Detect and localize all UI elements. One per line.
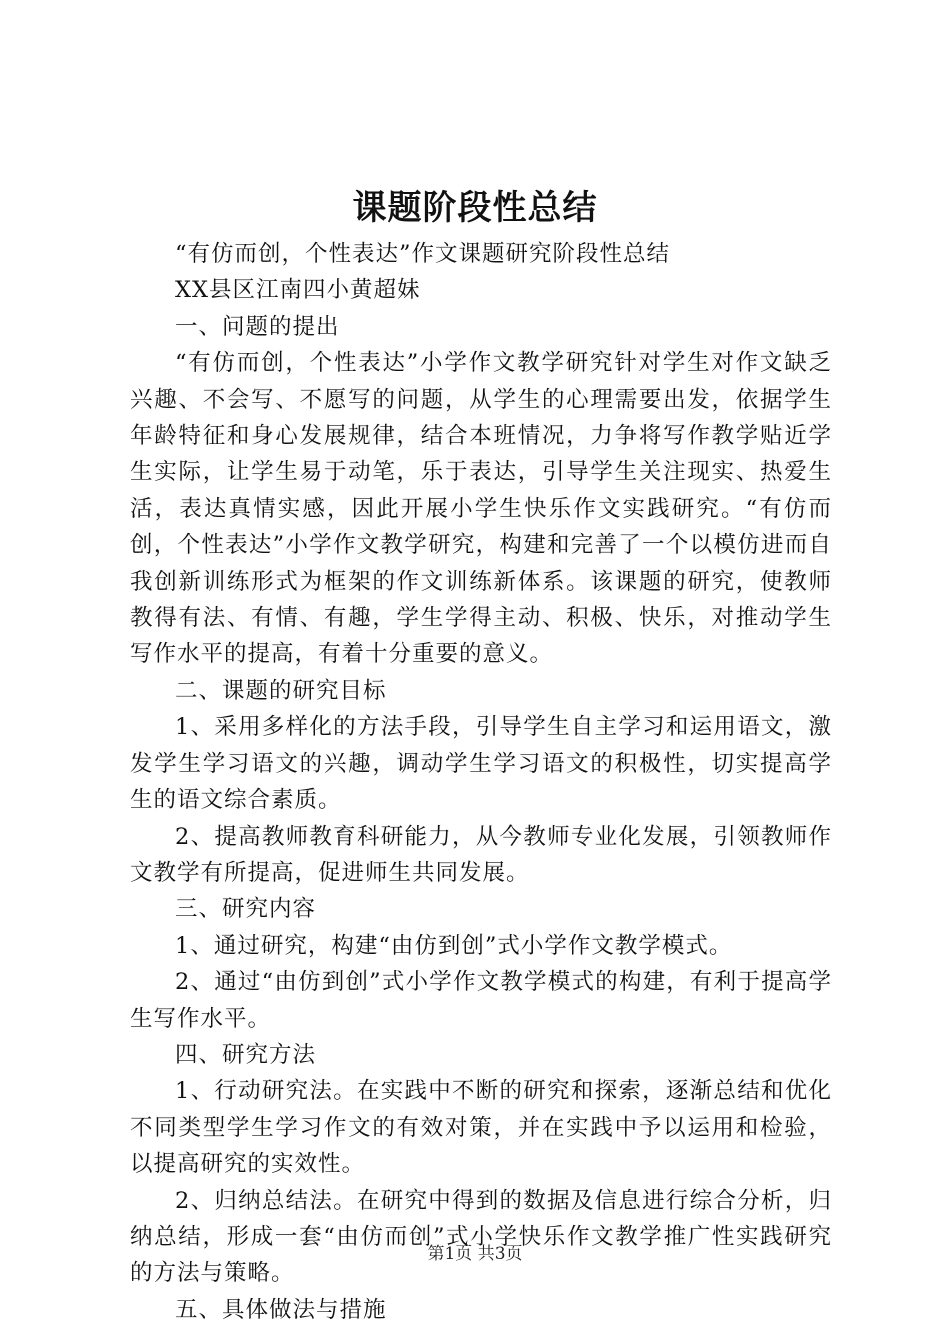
section-heading-2: 二、课题的研究目标 — [175, 677, 387, 704]
body-paragraph: 2、提高教师教育科研能力，从今教师专业化发展，引领教师作文教学有所提高，促进师生共同发展。 — [130, 823, 832, 886]
body-paragraph: 1、行动研究法。在实践中不断的研究和探索，逐渐总结和优化不同类型学生学习作文的有效对策，并在实践中予以运用和检验，以提高研究的实效性。 — [130, 1078, 832, 1178]
body-paragraph: 2、通过“由仿到创”式小学作文教学模式的构建，有利于提高学生写作水平。 — [130, 969, 832, 1032]
body-paragraph: 1、采用多样化的方法手段，引导学生自主学习和运用语文，激发学生学习语文的兴趣，调动学生学习语文的积极性，切实提高学生的语文综合素质。 — [130, 714, 832, 814]
author-line: XX县区江南四小黄超妹 — [175, 277, 421, 304]
section-heading-4: 四、研究方法 — [175, 1041, 317, 1068]
body-paragraph: “有仿而创，个性表达”小学作文教学研究针对学生对作文缺乏兴趣、不会写、不愿写的问题，从学生的心理需要出发，依据学生年龄特征和身心发展规律，结合本班情况，力争将写作教学贴近学生实际，让学生易于动笔，乐于表达，引导学生关注现实、热爱生活，表达真情实感，因此开展小学生快乐作文实践研究。“有仿而创，个性表达”小学作文教学研究，构建和完善了一个以模仿进而自我创新训练形式为框架的作文训练新体系。该课题的研究，使教师教得有法、有情、有趣，学生学得主动、积极、快乐，对推动学生写作水平的提高，有着十分重要的意义。 — [130, 350, 832, 668]
section-heading-5: 五、具体做法与措施 — [175, 1296, 387, 1323]
body-paragraph: 2、归纳总结法。在研究中得到的数据及信息进行综合分析，归纳总结，形成一套“由仿而创”式小学快乐作文教学推广性实践研究的方法与策略。 — [130, 1187, 832, 1287]
document-body — [130, 236, 832, 1328]
section-heading-1: 一、问题的提出 — [175, 313, 340, 340]
body-paragraph: 1、通过研究，构建“由仿到创”式小学作文教学模式。 — [175, 932, 733, 959]
section-heading-3: 三、研究内容 — [175, 896, 317, 923]
document-title: 课题阶段性总结 — [352, 188, 598, 228]
subtitle-paragraph: “有仿而创，个性表达”作文课题研究阶段性总结 — [175, 241, 671, 267]
page-footer: 第1页 共3页 — [427, 1244, 523, 1264]
